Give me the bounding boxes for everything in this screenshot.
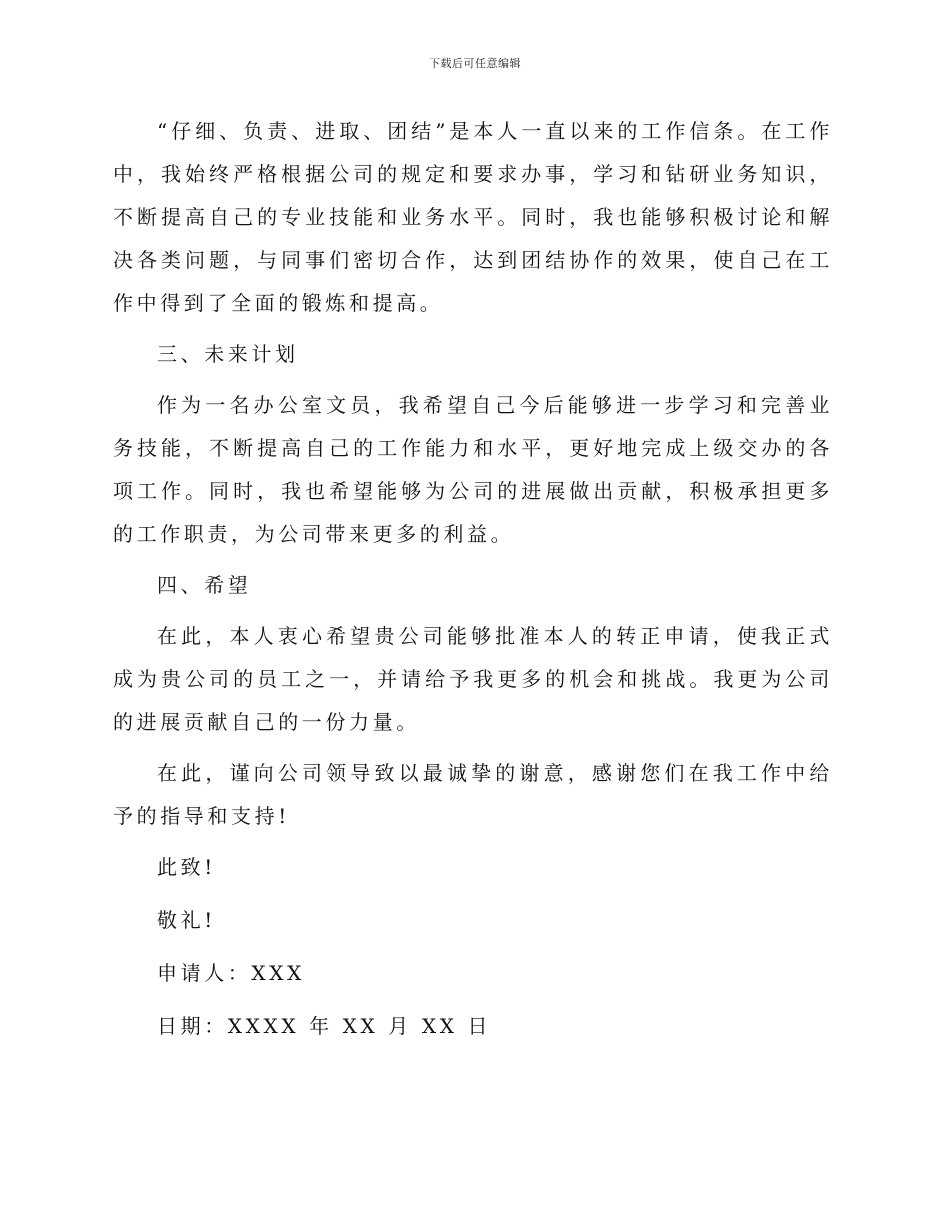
- section-heading-hope: 四、希望: [157, 573, 252, 597]
- closing-salutation-2: 敬礼!: [157, 908, 216, 932]
- section-heading-future-plan: 三、未来计划: [157, 342, 299, 366]
- applicant-line: 申请人：XXX: [157, 961, 305, 985]
- paragraph-thanks: 在此，谨向公司领导致以最诚挚的谢意，感谢您们在我工作中给予的指导和支持!: [113, 761, 833, 828]
- paragraph-work-principles: “仔细、负责、进取、团结”是本人一直以来的工作信条。在工作中，我始终严格根据公司的规定和要求办事，学习和钻研业务知识，不断提高自己的专业技能和业务水平。同时，我也能够积极讨论和解决各类问题，与同事们密切合作，达到团结协作的效果，使自己在工作中得到了全面的锻炼和提高。: [113, 119, 833, 315]
- header-note: 下载后可任意编辑: [429, 57, 521, 70]
- document-body: [113, 110, 833, 1058]
- paragraph-hope: 在此，本人衷心希望贵公司能够批准本人的转正申请，使我正式成为贵公司的员工之一，并请给予我更多的机会和挑战。我更为公司的进展贡献自己的一份力量。: [113, 624, 833, 734]
- closing-salutation-1: 此致!: [157, 855, 216, 879]
- date-line: 日期：XXXX 年 XX 月 XX 日: [157, 1014, 492, 1038]
- paragraph-future-plan: 作为一名办公室文员，我希望自己今后能够进一步学习和完善业务技能，不断提高自己的工作能力和水平，更好地完成上级交办的各项工作。同时，我也希望能够为公司的进展做出贡献，积极承担更多的工作职责，为公司带来更多的利益。: [113, 393, 833, 546]
